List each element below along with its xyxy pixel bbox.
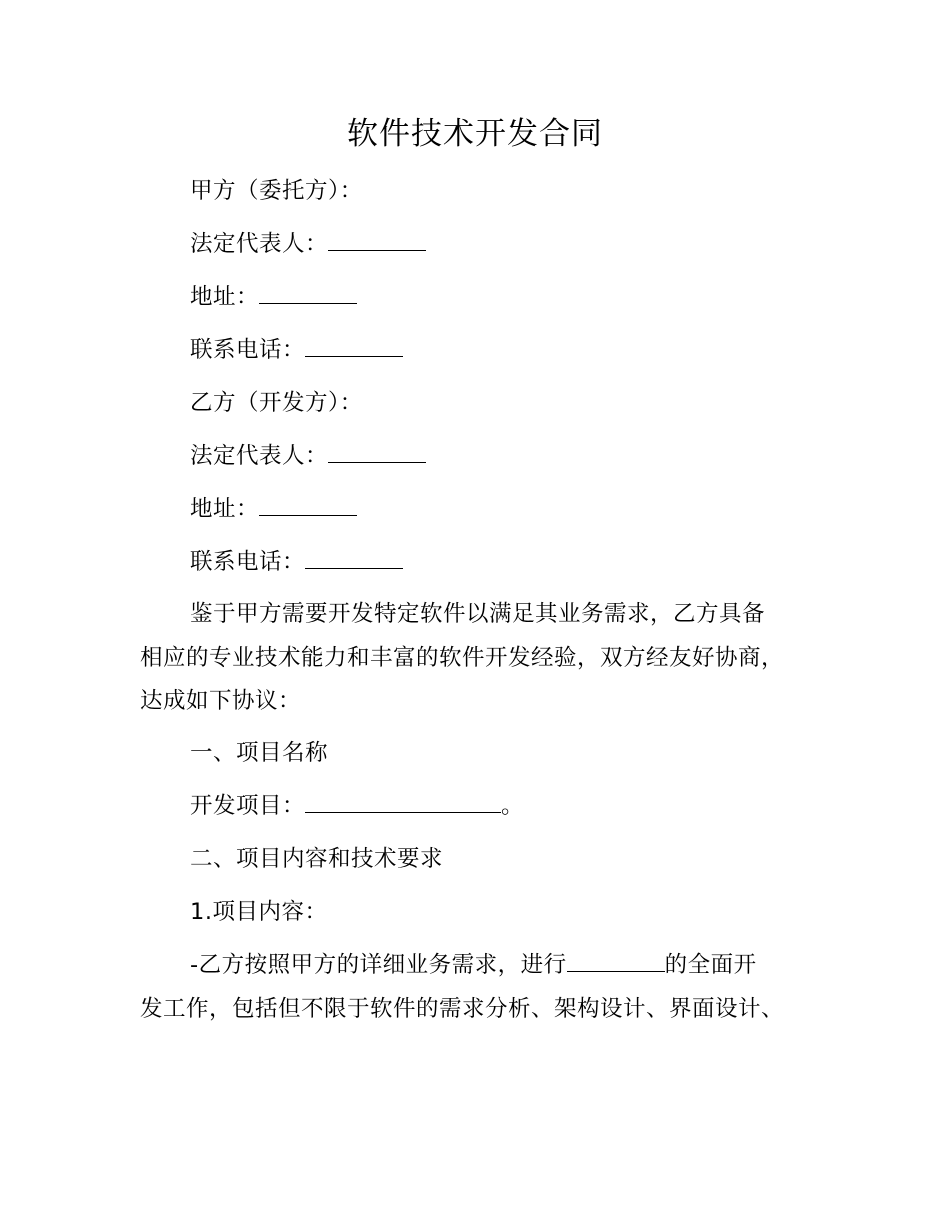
party-a-address: [190, 282, 357, 312]
preamble-line-1: 鉴于甲方需要开发特定软件以满足其业务需求，乙方具备: [190, 601, 766, 627]
preamble-line-3: 达成如下协议：: [140, 688, 302, 714]
section-2-heading: 二、项目内容和技术要求: [190, 846, 444, 872]
party-a-heading: 甲方（委托方）：: [190, 178, 363, 204]
party-b-legal-rep-blank[interactable]: [328, 442, 426, 463]
party-a-phone-blank[interactable]: [305, 336, 403, 357]
project-name-label: 开发项目：: [190, 793, 306, 819]
party-a-legal-rep: [190, 229, 426, 259]
party-b-address-blank[interactable]: [259, 495, 357, 516]
project-name-suffix: 。: [501, 793, 525, 819]
party-a-legal-rep-label: 法定代表人：: [190, 231, 329, 257]
item-1-blank[interactable]: [567, 951, 665, 972]
party-a-legal-rep-blank[interactable]: [328, 230, 426, 251]
party-a-address-blank[interactable]: [259, 283, 357, 304]
item-1-line-2: 发工作，包括但不限于软件的需求分析、架构设计、界面设计、: [140, 996, 785, 1022]
preamble-line-2: 相应的专业技术能力和丰富的软件开发经验，双方经友好协商，: [140, 645, 785, 671]
party-b-phone-label: 联系电话：: [190, 549, 306, 575]
item-1-line-1: [190, 950, 757, 980]
party-b-address-label: 地址：: [190, 496, 260, 522]
section-1-heading: 一、项目名称: [190, 740, 329, 766]
party-a-address-label: 地址：: [190, 284, 260, 310]
item-1-prefix: -乙方按照甲方的详细业务需求，进行: [190, 952, 567, 978]
party-b-phone: [190, 547, 403, 577]
item-1-suffix: 的全面开: [664, 952, 757, 978]
project-name-line: [190, 791, 524, 821]
party-a-phone-label: 联系电话：: [190, 337, 306, 363]
party-b-legal-rep-label: 法定代表人：: [190, 443, 329, 469]
party-b-legal-rep: [190, 441, 426, 471]
party-b-heading: 乙方（开发方）：: [190, 390, 363, 416]
party-b-address: [190, 494, 357, 524]
party-b-phone-blank[interactable]: [305, 548, 403, 569]
party-a-phone: [190, 335, 403, 365]
project-name-blank[interactable]: [305, 792, 501, 813]
document-title: 软件技术开发合同: [347, 116, 603, 152]
subsection-1-heading: 1.项目内容：: [190, 899, 328, 925]
